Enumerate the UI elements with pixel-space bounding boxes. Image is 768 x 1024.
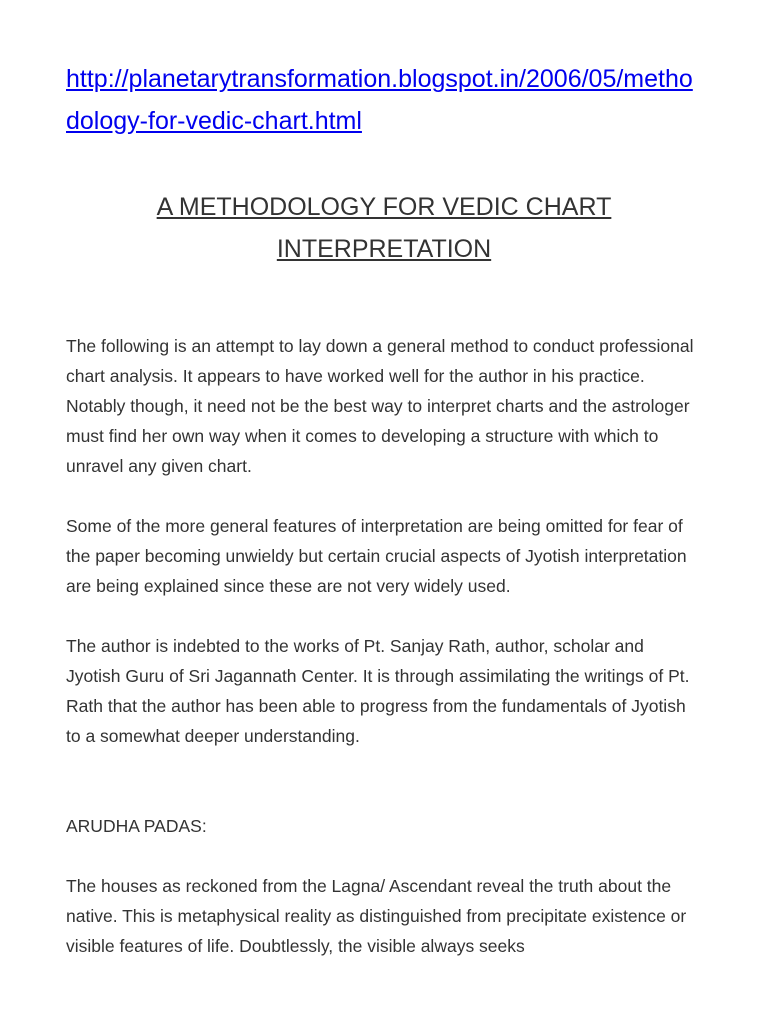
section-heading: ARUDHA PADAS: — [66, 816, 207, 836]
source-url-link[interactable]: http://planetarytransformation.blogspot.in/2006/05/methodology-for-vedic-chart.html — [66, 65, 693, 135]
acknowledgement-paragraph: The author is indebted to the works of Pt. Sanjay Rath, author, scholar and Jyotish Guru of Sri Jagannath Center. It is through assimilating the writings of Pt. Rath that the author has been able to progress from the fundamentals of Jyotish to a somewhat deeper understanding. — [66, 636, 690, 746]
document-title-line-2: INTERPRETATION — [276, 235, 492, 263]
document-title — [66, 186, 702, 270]
omission-paragraph: Some of the more general features of interpretation are being omitted for fear of the paper becoming unwieldy but certain crucial aspects of Jyotish interpretation are being explained since these are not very widely used. — [66, 516, 687, 596]
section-paragraph: The houses as reckoned from the Lagna/ Ascendant reveal the truth about the native. This is metaphysical reality as distinguished from precipitate existence or visible features of life. Doubtlessly, the visible always seeks — [66, 876, 687, 956]
document-title-line-1: A METHODOLOGY FOR VEDIC CHART — [156, 193, 612, 221]
intro-paragraph: The following is an attempt to lay down a general method to conduct professional chart analysis. It appears to have worked well for the author in his practice. Notably though, it need not be the best way to interpret charts and the astrologer must find her own way when it comes to developing a structure with which to unravel any given chart. — [66, 336, 694, 476]
